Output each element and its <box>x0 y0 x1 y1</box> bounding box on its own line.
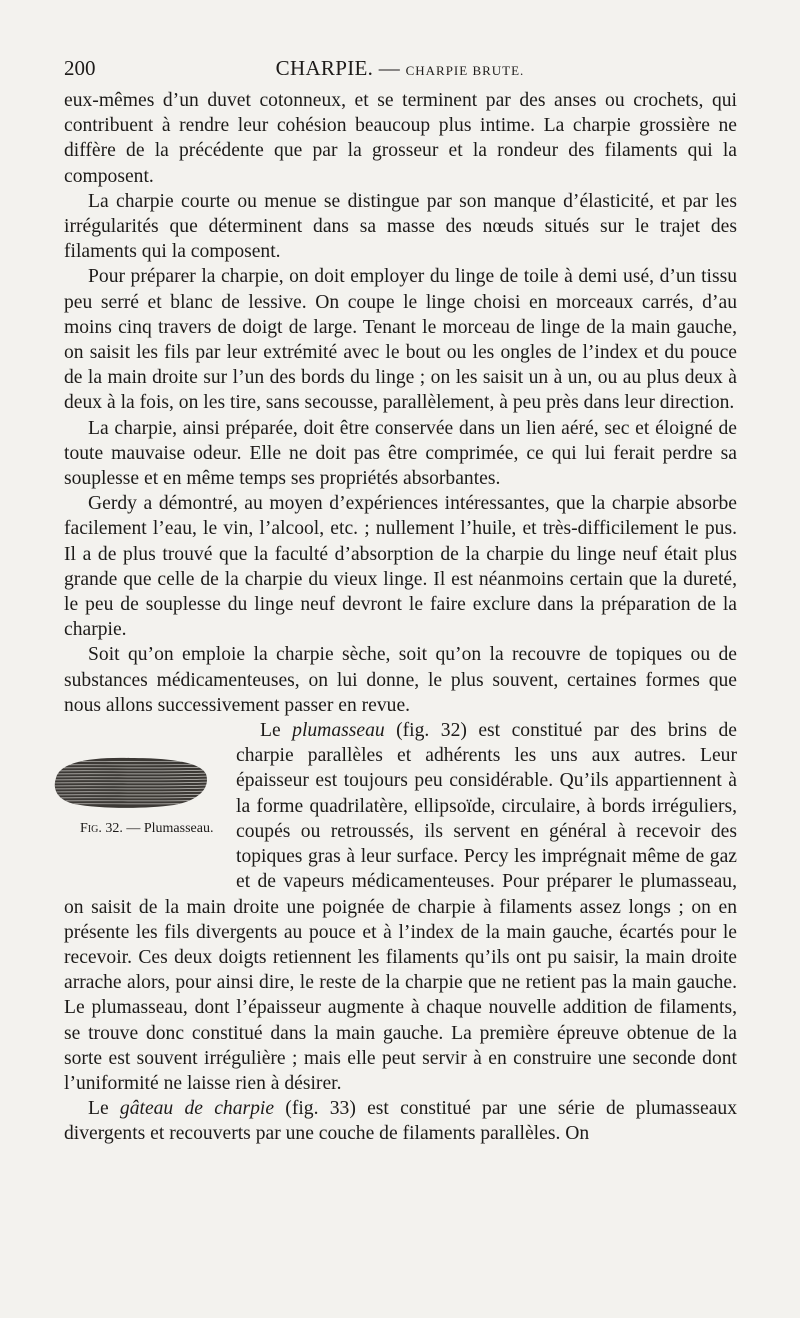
plumasseau-illustration <box>50 754 210 810</box>
figure-caption <box>56 816 213 841</box>
paragraph: Pour préparer la charpie, on doit employer du linge de toile à demi usé, d’un tissu peu serré et blanc de lessive. On coupe le linge choisi en morceaux carrés, d’au moins cinq travers de doigt de large. Tenant le morceau de linge de la main gauche, on saisit les fils par leur extrémité avec le bout ou les ongles de l’index et du pouce de la main droite sur l’un des bords du linge ; on les saisit un à un, ou au plus deux à deux à la fois, on les tire, sans secousse, parallèlement, à peu près dans leur direction. <box>64 266 737 414</box>
paragraph: La charpie courte ou menue se distingue par son manque d’élasticité, et par les irrégularités que déterminent dans sa masse des nœuds situés sur le trajet des filaments qui la composent. <box>64 190 737 263</box>
paragraph-plumasseau <box>64 718 737 1096</box>
term-gateau-de-charpie: gâteau de charpie <box>119 1098 275 1120</box>
term-plumasseau: plumasseau <box>292 720 385 742</box>
figure-label: Fig. 32. <box>80 821 123 837</box>
paragraph: Gerdy a démontré, au moyen d’expériences intéressantes, que la charpie absorbe facilement l’eau, le vin, l’alcool, etc. ; nullement l’huile, et très-difficilement le pus. Il a de plus trouvé que la faculté d’absorption de la charpie du linge neuf était plus grande que celle de la charpie du vieux linge. Il est néanmoins certain que la dureté, le peu de souplesse du linge neuf devront le faire exclure dans la préparation de la charpie. <box>64 493 737 641</box>
running-separator: — <box>373 56 406 80</box>
page-number: 200 <box>64 56 96 80</box>
gateau-text: (fig. 33) est constitué par une série de plumasseaux divergents et recouverts par une couche de filaments parallèles. On <box>64 1098 737 1145</box>
paragraph-continuation: eux-mêmes d’un duvet cotonneux, et se terminent par des anses ou crochets, qui contribuent à rendre leur cohésion beaucoup plus intime. La charpie grossière ne diffère de la précédente que par la grosseur et la rondeur des filaments qui la composent. <box>64 90 737 187</box>
running-title: CHARPIE. <box>275 56 374 80</box>
lead-word: Le <box>260 720 293 742</box>
body-text <box>64 88 737 1147</box>
paragraph-gateau <box>64 1096 737 1146</box>
paragraph: Soit qu’on emploie la charpie sèche, soit qu’on la recouvre de topiques ou de substances médicamenteuses, on lui donne, le plus souvent, certaines formes que nous allons successivement passer en revue. <box>64 644 737 716</box>
plumasseau-text: (fig. 32) est constitué par des brins de charpie parallèles et adhérents les uns aux autres. Leur épaisseur est toujours peu considérable. Qu’ils appartiennent à la forme quadrilatère, ellipsoïde, circulaire, à bords irréguliers, coupés ou retroussés, ils servent en général à recevoir des topiques gras à leur surface. Percy les imprégnait même de gaz et de vapeurs médicamenteuses. Pour préparer le plumasseau, on saisit de la main droite une poignée de charpie à filaments assez longs ; on en présente les fils divergents au pouce et à l’index de la main gauche, écartés pour le recevoir. Ces deux doigts retiennent les filaments qu’ils ont pu saisir, la main droite arrache alors, pour ainsi dire, le reste de la charpie que ne retient pas la main gauche. Le plumasseau, dont l’épaisseur augmente à chaque nouvelle addition de filaments, se trouve donc constitué dans la main gauche. La première épreuve obtenue de la sorte est souvent irrégulière ; mais elle peut servir à en construire une seconde dont l’uniformité ne laisse rien à désirer. <box>64 720 737 1094</box>
figure-title: Plumasseau. <box>143 821 214 837</box>
figure-caption-separator: — <box>122 821 144 837</box>
figure-32 <box>40 720 236 870</box>
running-head <box>64 56 736 81</box>
paragraph: La charpie, ainsi préparée, doit être conservée dans un lien aéré, sec et éloigné de toute mauvaise odeur. Elle ne doit pas être comprimée, ce qui lui ferait perdre sa souplesse et en même temps ses propriétés absorbantes. <box>64 417 737 490</box>
lead-word: Le <box>88 1098 120 1120</box>
page-header <box>64 56 736 84</box>
running-subtitle: CHARPIE BRUTE. <box>405 63 525 78</box>
